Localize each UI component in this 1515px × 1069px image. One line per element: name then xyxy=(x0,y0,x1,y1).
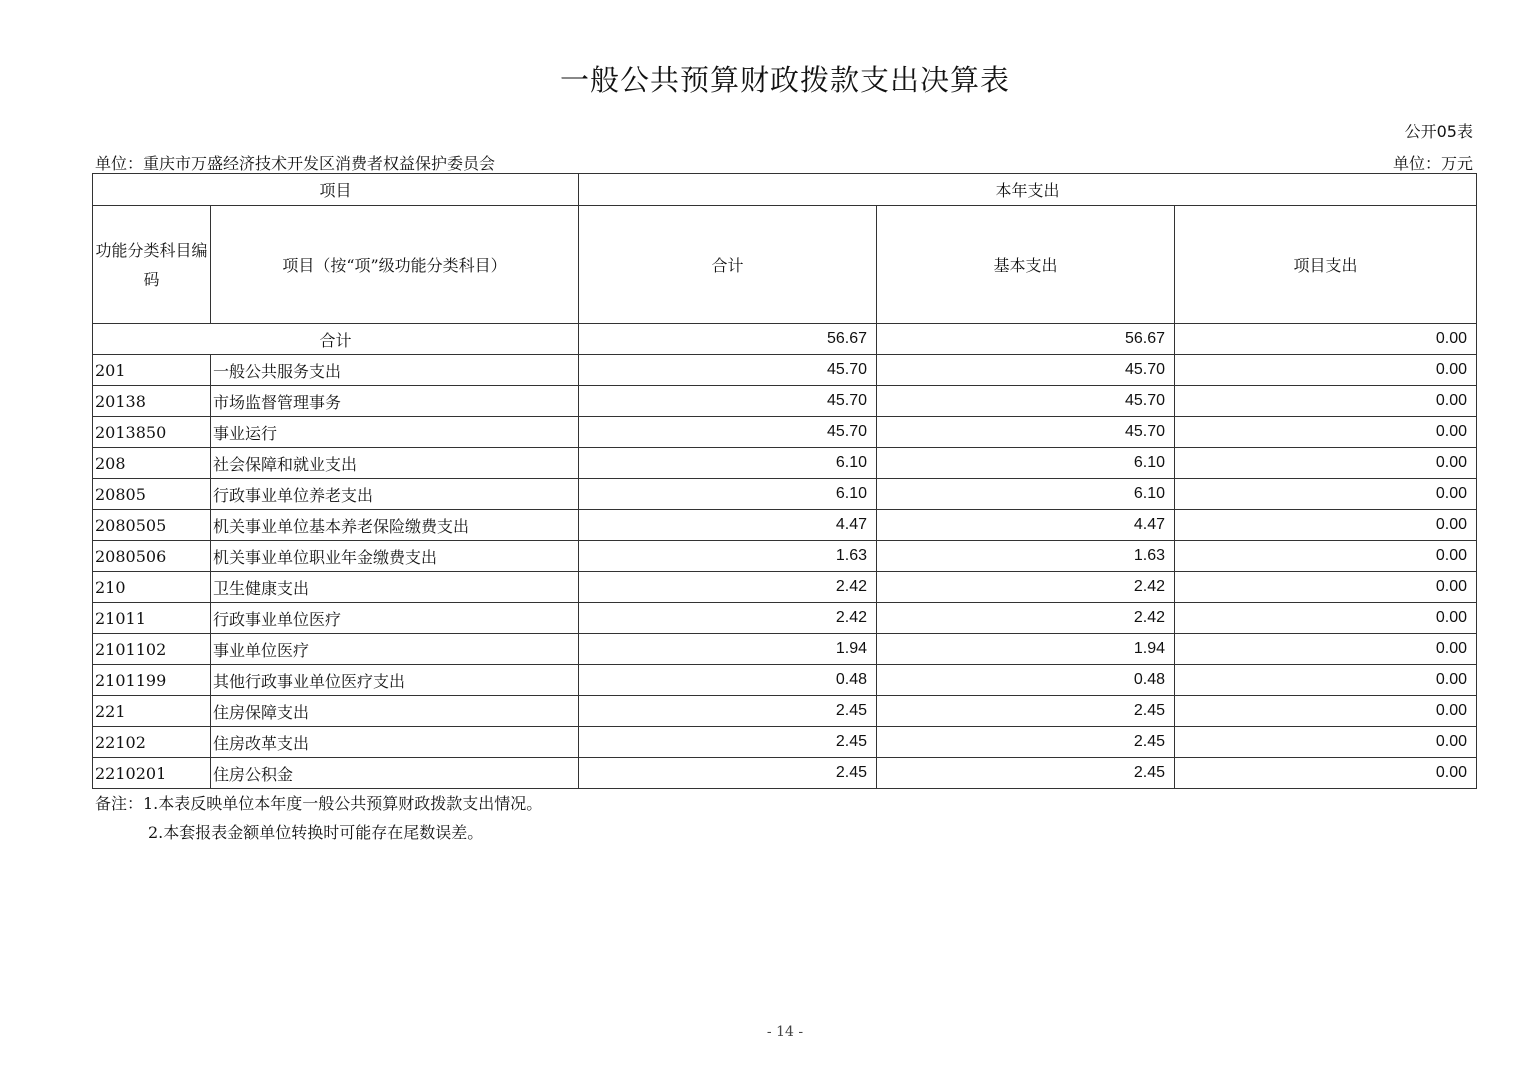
row-basic: 2.45 xyxy=(877,727,1175,758)
row-total: 45.70 xyxy=(579,386,877,417)
header-row-1 xyxy=(93,174,1477,206)
row-basic: 2.45 xyxy=(877,758,1175,789)
row-name: 市场监督管理事务 xyxy=(211,386,579,417)
row-basic: 2.45 xyxy=(877,696,1175,727)
table-row xyxy=(93,355,1477,386)
row-total: 1.94 xyxy=(579,634,877,665)
row-total: 2.42 xyxy=(579,603,877,634)
row-code: 2080506 xyxy=(93,541,211,572)
page-title: 一般公共预算财政拨款支出决算表 xyxy=(559,63,1010,97)
table-row xyxy=(93,479,1477,510)
row-project: 0.00 xyxy=(1175,727,1477,758)
row-name: 社会保障和就业支出 xyxy=(211,448,579,479)
row-code: 2101199 xyxy=(93,665,211,696)
row-total: 1.63 xyxy=(579,541,877,572)
header-name: 项目（按“项”级功能分类科目） xyxy=(211,206,579,324)
page-number: - 14 - xyxy=(766,1024,804,1040)
row-code: 20138 xyxy=(93,386,211,417)
table-row xyxy=(93,758,1477,789)
row-basic: 0.48 xyxy=(877,665,1175,696)
row-basic: 45.70 xyxy=(877,355,1175,386)
form-code: 公开05表 xyxy=(1404,122,1473,141)
total-amount: 56.67 xyxy=(579,324,877,355)
row-name: 事业单位医疗 xyxy=(211,634,579,665)
header-project-expense: 项目支出 xyxy=(1175,206,1477,324)
row-name: 机关事业单位基本养老保险缴费支出 xyxy=(211,510,579,541)
row-basic: 1.94 xyxy=(877,634,1175,665)
row-basic: 2.42 xyxy=(877,603,1175,634)
table-row xyxy=(93,727,1477,758)
row-total: 2.45 xyxy=(579,727,877,758)
row-name: 卫生健康支出 xyxy=(211,572,579,603)
row-name: 其他行政事业单位医疗支出 xyxy=(211,665,579,696)
row-total: 45.70 xyxy=(579,355,877,386)
row-total: 2.45 xyxy=(579,696,877,727)
row-project: 0.00 xyxy=(1175,386,1477,417)
table-row xyxy=(93,386,1477,417)
row-basic: 45.70 xyxy=(877,417,1175,448)
header-basic: 基本支出 xyxy=(877,206,1175,324)
table-row xyxy=(93,634,1477,665)
note-1: 备注：1.本表反映单位本年度一般公共预算财政拨款支出情况。 xyxy=(95,794,543,813)
row-basic: 2.42 xyxy=(877,572,1175,603)
row-basic: 4.47 xyxy=(877,510,1175,541)
row-name: 住房公积金 xyxy=(211,758,579,789)
row-project: 0.00 xyxy=(1175,603,1477,634)
row-total: 4.47 xyxy=(579,510,877,541)
header-project: 项目 xyxy=(93,174,579,206)
total-row xyxy=(93,324,1477,355)
row-name: 行政事业单位养老支出 xyxy=(211,479,579,510)
row-code: 22102 xyxy=(93,727,211,758)
row-code: 208 xyxy=(93,448,211,479)
unit-currency: 单位：万元 xyxy=(1392,154,1473,173)
row-total: 45.70 xyxy=(579,417,877,448)
row-name: 行政事业单位医疗 xyxy=(211,603,579,634)
table-row xyxy=(93,417,1477,448)
unit-organization: 单位：重庆市万盛经济技术开发区消费者权益保护委员会 xyxy=(95,154,496,173)
row-project: 0.00 xyxy=(1175,355,1477,386)
row-basic: 6.10 xyxy=(877,479,1175,510)
row-code: 201 xyxy=(93,355,211,386)
row-code: 210 xyxy=(93,572,211,603)
row-project: 0.00 xyxy=(1175,510,1477,541)
row-total: 2.45 xyxy=(579,758,877,789)
total-basic: 56.67 xyxy=(877,324,1175,355)
table-row xyxy=(93,572,1477,603)
note-2: 2.本套报表金额单位转换时可能存在尾数误差。 xyxy=(148,823,484,842)
row-project: 0.00 xyxy=(1175,479,1477,510)
row-code: 221 xyxy=(93,696,211,727)
row-code: 21011 xyxy=(93,603,211,634)
row-project: 0.00 xyxy=(1175,572,1477,603)
row-name: 住房改革支出 xyxy=(211,727,579,758)
row-total: 2.42 xyxy=(579,572,877,603)
row-name: 机关事业单位职业年金缴费支出 xyxy=(211,541,579,572)
row-project: 0.00 xyxy=(1175,665,1477,696)
row-project: 0.00 xyxy=(1175,758,1477,789)
row-project: 0.00 xyxy=(1175,417,1477,448)
row-code: 2210201 xyxy=(93,758,211,789)
row-project: 0.00 xyxy=(1175,448,1477,479)
table-row xyxy=(93,510,1477,541)
row-project: 0.00 xyxy=(1175,696,1477,727)
row-name: 住房保障支出 xyxy=(211,696,579,727)
row-name: 一般公共服务支出 xyxy=(211,355,579,386)
row-basic: 45.70 xyxy=(877,386,1175,417)
total-label: 合计 xyxy=(93,324,579,355)
row-total: 6.10 xyxy=(579,448,877,479)
table-row xyxy=(93,541,1477,572)
row-basic: 6.10 xyxy=(877,448,1175,479)
expenditure-table xyxy=(92,173,1477,789)
table-row xyxy=(93,665,1477,696)
row-code: 2013850 xyxy=(93,417,211,448)
total-project: 0.00 xyxy=(1175,324,1477,355)
header-current-year: 本年支出 xyxy=(579,174,1477,206)
row-basic: 1.63 xyxy=(877,541,1175,572)
header-row-2 xyxy=(93,206,1477,324)
row-name: 事业运行 xyxy=(211,417,579,448)
table-row xyxy=(93,603,1477,634)
header-code: 功能分类科目编码 xyxy=(93,206,211,324)
row-code: 20805 xyxy=(93,479,211,510)
table-row xyxy=(93,696,1477,727)
row-code: 2080505 xyxy=(93,510,211,541)
header-total: 合计 xyxy=(579,206,877,324)
row-total: 0.48 xyxy=(579,665,877,696)
row-total: 6.10 xyxy=(579,479,877,510)
row-project: 0.00 xyxy=(1175,634,1477,665)
row-code: 2101102 xyxy=(93,634,211,665)
table-row xyxy=(93,448,1477,479)
row-project: 0.00 xyxy=(1175,541,1477,572)
